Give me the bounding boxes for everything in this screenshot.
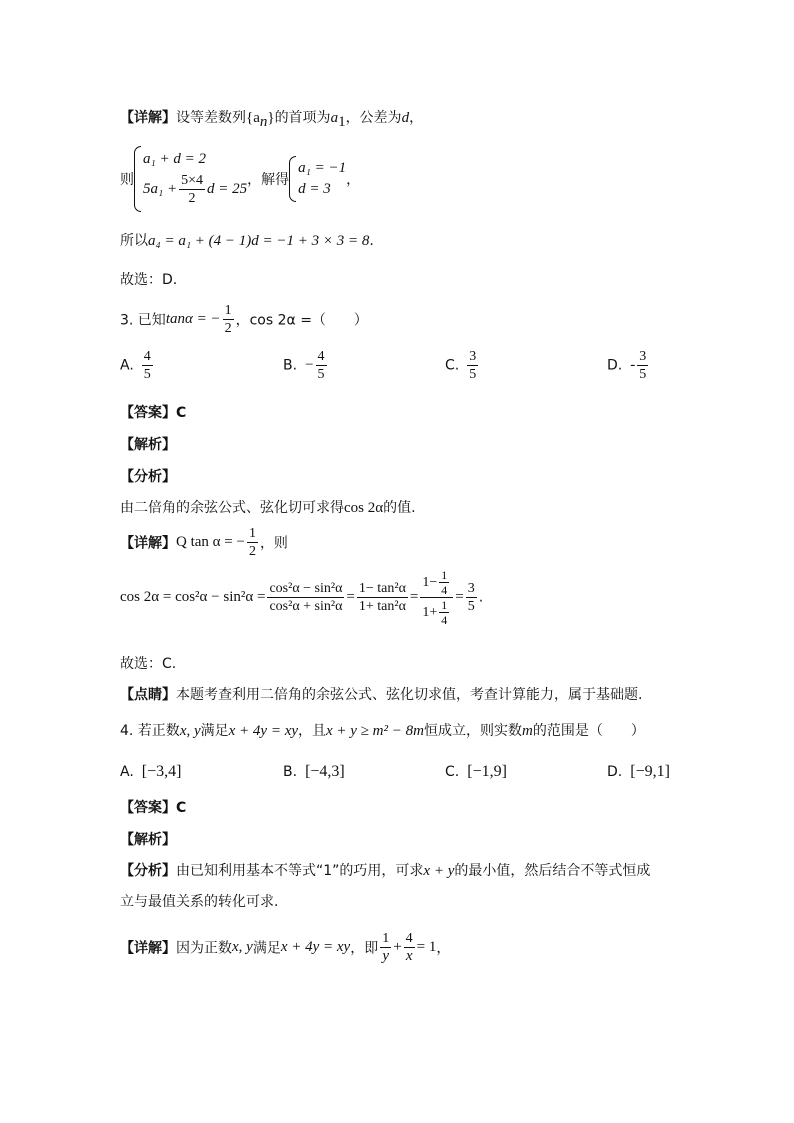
q4-f2-num: 4 xyxy=(405,931,413,946)
q4-stem-d: 恒成立，则实数 xyxy=(423,723,522,739)
q3-opt-b-num: 4 xyxy=(317,349,325,364)
q3-opt-a-label: A. xyxy=(120,357,134,374)
system-eq-2b: d = 25 xyxy=(207,181,248,197)
q4-detail xyxy=(120,930,450,965)
q4-f2-den: x xyxy=(405,948,413,964)
seq-open: {a xyxy=(246,110,260,126)
q3-option-c[interactable] xyxy=(445,348,480,383)
left-brace-2 xyxy=(289,156,296,202)
q3-opt-c-label: C. xyxy=(445,357,460,374)
q3-quarter-1-num: 1 xyxy=(441,568,448,582)
q3-calc-eq1: = xyxy=(346,589,355,605)
q4-m: m xyxy=(521,723,533,739)
q3-fenxi-text xyxy=(120,498,416,518)
q4-opt-b-value: [−4,3] xyxy=(305,763,345,780)
q3-jiexi: 【解析】 xyxy=(120,437,176,453)
q3-calc-f2-num: 1− tan²α xyxy=(358,581,406,596)
q3-detail-label: 【详解】 xyxy=(120,535,176,552)
q3-calc-frac1 xyxy=(267,580,344,615)
q4-option-c[interactable] xyxy=(445,762,507,782)
q3-calc xyxy=(120,568,483,627)
q4-opt-c-label: C. xyxy=(445,764,460,780)
q4-fenxi-expr: x + y xyxy=(423,863,455,879)
q3-stem-tan: tanα = − xyxy=(165,311,221,327)
q3-opt-c-frac xyxy=(467,348,478,383)
q3-option-a[interactable] xyxy=(120,348,155,383)
q4-detail-frac2 xyxy=(404,930,415,965)
system-end: ， xyxy=(346,172,361,188)
q4-xy: x, y xyxy=(179,723,201,739)
q4-detail-cond: x + 4y = xy xyxy=(280,939,351,955)
q3-stem xyxy=(120,302,368,337)
q4-option-a[interactable] xyxy=(120,762,181,782)
q4-fenxi xyxy=(120,861,650,881)
q4-opt-c-value: [−1,9] xyxy=(467,763,507,780)
system-solution xyxy=(298,160,346,198)
q3-detail-a: Q tan α = − xyxy=(176,534,245,550)
q3-opt-c-den: 5 xyxy=(469,367,477,382)
detail-text-4: ， xyxy=(409,110,424,126)
q3-calc-quarter-2 xyxy=(439,598,449,627)
q4-fenxi-label: 【分析】 xyxy=(120,863,176,879)
q3-calc-eq2: = xyxy=(409,589,419,605)
q3-detail xyxy=(120,525,288,560)
system-eq-2a: 5a₁ + xyxy=(143,181,178,197)
q3-calc-quarter-1 xyxy=(439,568,449,597)
detail-text-2: 的首项为 xyxy=(274,110,331,126)
q3-calc-r-den: 5 xyxy=(467,599,475,614)
q4-detail-b: 满足 xyxy=(252,940,281,957)
q3-opt-d-den: 5 xyxy=(639,367,647,382)
q3-detail-b: ，则 xyxy=(259,535,288,552)
q4-detail-xy: x, y xyxy=(232,939,253,955)
q4-f1-den: y xyxy=(382,948,390,964)
so-line xyxy=(120,231,374,251)
q3-option-d[interactable] xyxy=(607,348,650,383)
q4-cond1: x + 4y = xy xyxy=(228,723,299,739)
detail-text-1: 设等差数列 xyxy=(176,110,246,126)
q3-fenxi-a: 由二倍角的余弦公式、弦化切可求得 xyxy=(120,500,344,516)
q3-opt-a-frac xyxy=(142,348,153,383)
q3-calc-f1-num: cos²α − sin²α xyxy=(269,581,343,596)
q3-dianjing xyxy=(120,685,642,705)
q3-calc-frac2 xyxy=(357,580,408,615)
q3-fenxi-expr: cos 2α xyxy=(344,500,384,516)
q3-opt-a-num: 4 xyxy=(143,349,151,364)
q4-detail-frac1 xyxy=(380,930,391,965)
fraction-5x4-over-2 xyxy=(179,172,205,207)
solution-2: d = 3 xyxy=(298,181,331,197)
q3-opt-c-num: 3 xyxy=(469,349,477,364)
q3-calc-f3-num xyxy=(420,568,453,598)
q3-frac xyxy=(223,302,234,337)
frac-den: 2 xyxy=(188,191,196,206)
q3-calc-r-num: 3 xyxy=(467,581,475,596)
q3-quarter-1-den: 4 xyxy=(441,583,448,597)
q3-opt-a-den: 5 xyxy=(143,367,151,382)
seq-close: } xyxy=(267,110,275,126)
system-equations xyxy=(143,151,247,207)
so-end: . xyxy=(369,233,374,249)
q3-calc-f3-den xyxy=(420,598,453,627)
q3-opt-d-frac xyxy=(637,348,648,383)
q4-detail-end: ， xyxy=(436,940,451,957)
q3-opt-b-label: B. xyxy=(283,357,298,374)
so-text: 所以 xyxy=(120,233,148,249)
q3-fenxi-label: 【分析】 xyxy=(120,469,176,485)
frac-num: 5×4 xyxy=(181,173,203,188)
q4-stem-a: 4. 若正数 xyxy=(120,723,180,739)
q3-calc-a: cos 2α = cos²α − sin²α = xyxy=(120,589,266,605)
equation-system-line xyxy=(120,146,360,212)
d-symbol: d xyxy=(401,110,410,126)
q4-answer: 【答案】C xyxy=(120,800,187,816)
system-mid: ，解得 xyxy=(247,172,290,188)
system-eq-2 xyxy=(143,172,247,207)
q4-jiexi: 【解析】 xyxy=(120,832,176,848)
q3-frac-den: 2 xyxy=(224,321,232,336)
q4-detail-label: 【详解】 xyxy=(120,940,176,957)
q3-calc-f2-den: 1+ tan²α xyxy=(358,599,406,614)
q4-opt-a-label: A. xyxy=(120,764,134,780)
q4-opt-b-label: B. xyxy=(283,764,298,780)
q3-opt-d-num: 3 xyxy=(639,349,647,364)
q4-stem-c: ，且 xyxy=(298,723,327,739)
so-expr: a₄ = a₁ + (4 − 1)d = −1 + 3 × 3 = 8 xyxy=(148,233,370,249)
seq-sub: n xyxy=(259,113,268,130)
q4-option-d[interactable] xyxy=(607,762,670,782)
detail-text-3: ，公差为 xyxy=(345,110,402,126)
q3-opt-b-frac xyxy=(316,348,327,383)
q4-fenxi-b: 的最小值，然后结合不等式恒成 xyxy=(454,863,651,879)
q3-answer: 【答案】C xyxy=(120,405,187,421)
q4-opt-d-value: [−9,1] xyxy=(630,763,670,780)
q3-stem-a: 3. 已知 xyxy=(120,312,166,329)
q4-fenxi-line2: 立与最值关系的转化可求. xyxy=(120,894,279,910)
q4-stem-e: 的范围是（ ） xyxy=(532,723,645,739)
solution-1: a₁ = −1 xyxy=(298,160,347,176)
q3-calc-f1-den: cos²α + sin²α xyxy=(269,599,343,614)
q3-calc-frac3 xyxy=(420,568,453,627)
q3-quarter-2-den: 4 xyxy=(441,613,448,627)
q3-detail-frac xyxy=(247,525,258,560)
q3-calc-f3-num-a: 1− xyxy=(422,575,438,590)
q3-dianjing-text: 本题考查利用二倍角的余弦公式、弦化切求值，考查计算能力，属于基础题. xyxy=(176,687,643,703)
q4-opt-d-label: D. xyxy=(607,764,623,780)
q3-opt-b-den: 5 xyxy=(317,367,325,382)
q3-opt-d-label: D. xyxy=(607,357,623,374)
q3-pick: 故选：C. xyxy=(120,656,177,672)
q3-detail-num: 1 xyxy=(248,526,256,541)
left-brace-1 xyxy=(134,146,141,212)
q4-stem-b: 满足 xyxy=(200,723,229,739)
q4-cond2: x + y ≥ m² − 8m xyxy=(326,723,424,739)
q3-calc-period: . xyxy=(478,589,484,606)
q3-quarter-2-num: 1 xyxy=(441,598,448,612)
q3-opt-d-sign: - xyxy=(630,357,636,373)
q4-option-b[interactable] xyxy=(283,762,345,782)
detail-label: 【详解】 xyxy=(120,110,176,126)
q3-calc-result xyxy=(466,580,477,615)
q4-detail-eq: = 1 xyxy=(416,939,437,955)
q4-fenxi-a: 由已知利用基本不等式“1”的巧用，可求 xyxy=(176,863,424,879)
a1-sub: 1 xyxy=(338,113,346,130)
q3-opt-b-sign: − xyxy=(305,357,314,373)
q3-calc-f3-den-a: 1+ xyxy=(422,605,438,620)
q3-calc-eq3: = xyxy=(455,589,464,605)
a1-symbol: a xyxy=(330,110,339,126)
q3-dianjing-label: 【点睛】 xyxy=(120,687,176,703)
q4-detail-a: 因为正数 xyxy=(176,940,232,957)
q4-stem xyxy=(120,721,645,741)
q4-opt-a-value: [−3,4] xyxy=(141,763,182,780)
q3-frac-num: 1 xyxy=(224,303,232,318)
q3-fenxi-b: 的值. xyxy=(383,500,416,516)
system-eq-1: a₁ + d = 2 xyxy=(143,151,206,167)
q4-f1-num: 1 xyxy=(382,931,390,946)
detail-line-1 xyxy=(120,108,423,132)
answer-pick-d: 故选：D. xyxy=(120,272,178,288)
system-prefix: 则 xyxy=(120,172,134,188)
q3-stem-b: ，cos 2α =（ ） xyxy=(235,312,368,329)
q4-detail-c: ，即 xyxy=(350,940,379,957)
q3-detail-den: 2 xyxy=(248,544,256,559)
q3-option-b[interactable] xyxy=(283,348,329,383)
q4-detail-plus: + xyxy=(393,939,402,955)
